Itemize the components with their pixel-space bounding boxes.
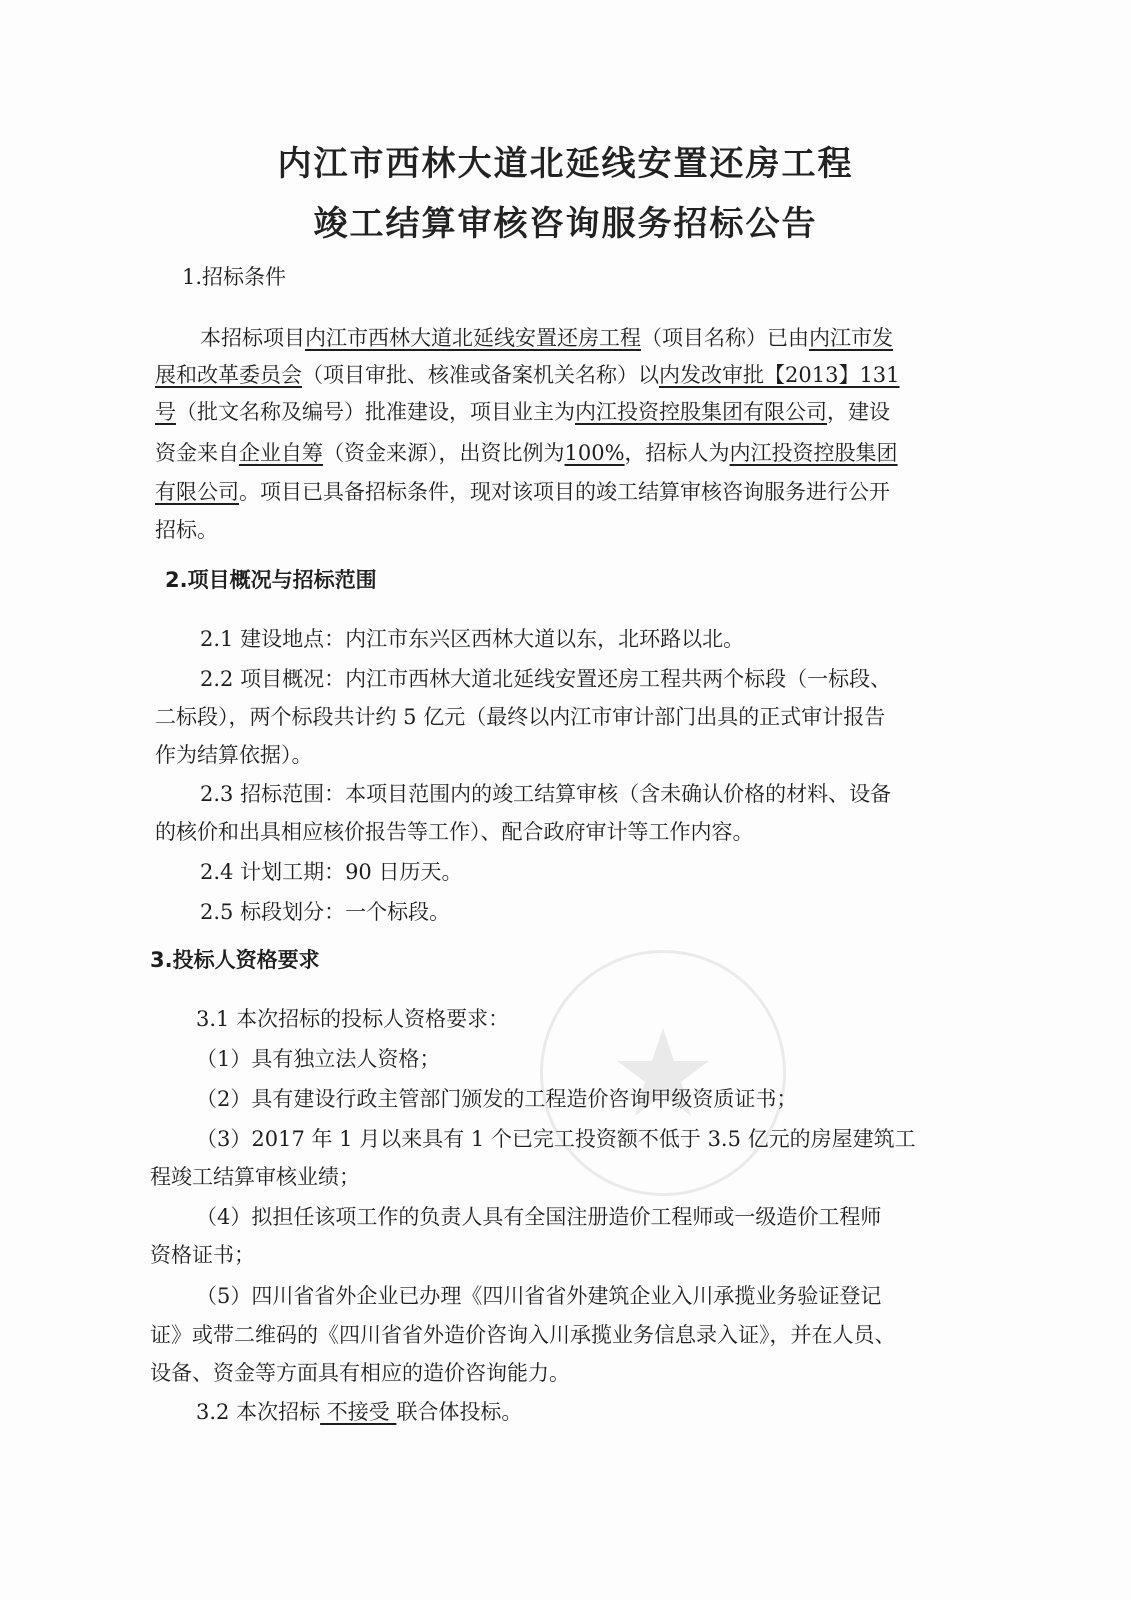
s2-item-2-3-line-2: 的核价和出具相应核价报告等工作）、配合政府审计等工作内容。 xyxy=(155,820,754,844)
section-3-heading: 3.投标人资格要求 xyxy=(150,948,320,972)
s1-line-4: 资金来自企业自筹（资金来源），出资比例为100%，招标人为内江投资控股集团 xyxy=(155,441,898,465)
s2-item-2-2-line-2: 二标段），两个标段共计约 5 亿元（最终以内江市审计部门出具的正式审计报告 xyxy=(155,705,886,729)
s3-req-3-line-1: （3）2017 年 1 月以来具有 1 个已完工投资额不低于 3.5 亿元的房屋建筑工 xyxy=(196,1127,916,1151)
s3-item-3-1: 3.1 本次招标的投标人资格要求： xyxy=(196,1007,510,1031)
s2-item-2-3-line-1: 2.3 招标范围：本项目范围内的竣工结算审核（含未确认价格的材料、设备 xyxy=(200,782,892,806)
s3-req-5-line-3: 设备、资金等方面具有相应的造价咨询能力。 xyxy=(150,1361,570,1385)
s3-req-2: （2）具有建设行政主管部门颁发的工程造价咨询甲级资质证书； xyxy=(196,1087,798,1111)
s2-item-2-2-line-1: 2.2 项目概况：内江市西林大道北延线安置还房工程共两个标段（一标段、 xyxy=(200,667,892,691)
s3-req-5-line-1: （5）四川省省外企业已办理《四川省省外建筑企业入川承揽业务验证登记 xyxy=(196,1284,882,1308)
s2-item-2-1: 2.1 建设地点：内江市东兴区西林大道以东，北环路以北。 xyxy=(200,627,745,651)
s2-item-2-5: 2.5 标段划分：一个标段。 xyxy=(200,900,451,924)
s1-line-5: 有限公司。项目已具备招标条件，现对该项目的竣工结算审核咨询服务进行公开 xyxy=(155,480,890,504)
s1-line-2: 展和改革委员会（项目审批、核准或备案机关名称）以内发改审批【2013】131 xyxy=(155,363,900,387)
section-2-heading: 2.项目概况与招标范围 xyxy=(165,568,377,592)
faded-seal-stamp xyxy=(540,950,786,1196)
s1-line-1: 本招标项目内江市西林大道北延线安置还房工程（项目名称）已由内江市发 xyxy=(200,326,893,350)
s3-item-3-2: 3.2 本次招标 不接受 联合体投标。 xyxy=(196,1400,523,1424)
s3-req-4-line-2: 资格证书； xyxy=(150,1243,255,1267)
s2-item-2-2-line-3: 作为结算依据）。 xyxy=(155,743,313,767)
s3-req-3-line-2: 程竣工结算审核业绩； xyxy=(150,1165,360,1189)
s1-line-3: 号（批文名称及编号）批准建设，项目业主为内江投资控股集团有限公司，建设 xyxy=(155,400,890,424)
s3-req-1: （1）具有独立法人资格； xyxy=(196,1047,441,1071)
s3-req-4-line-1: （4）拟担任该项工作的负责人具有全国注册造价工程师或一级造价工程师 xyxy=(196,1205,882,1229)
section-1-heading: 1.招标条件 xyxy=(182,265,287,289)
title-line-2: 竣工结算审核咨询服务招标公告 xyxy=(313,204,818,244)
title-line-1: 内江市西林大道北延线安置还房工程 xyxy=(277,144,854,184)
s3-req-5-line-2: 证》或带二维码的《四川省省外造价咨询入川承揽业务信息录入证》，并在人员、 xyxy=(150,1323,896,1347)
s1-line-6: 招标。 xyxy=(155,518,218,542)
s2-item-2-4: 2.4 计划工期：90 日历天。 xyxy=(200,860,463,884)
